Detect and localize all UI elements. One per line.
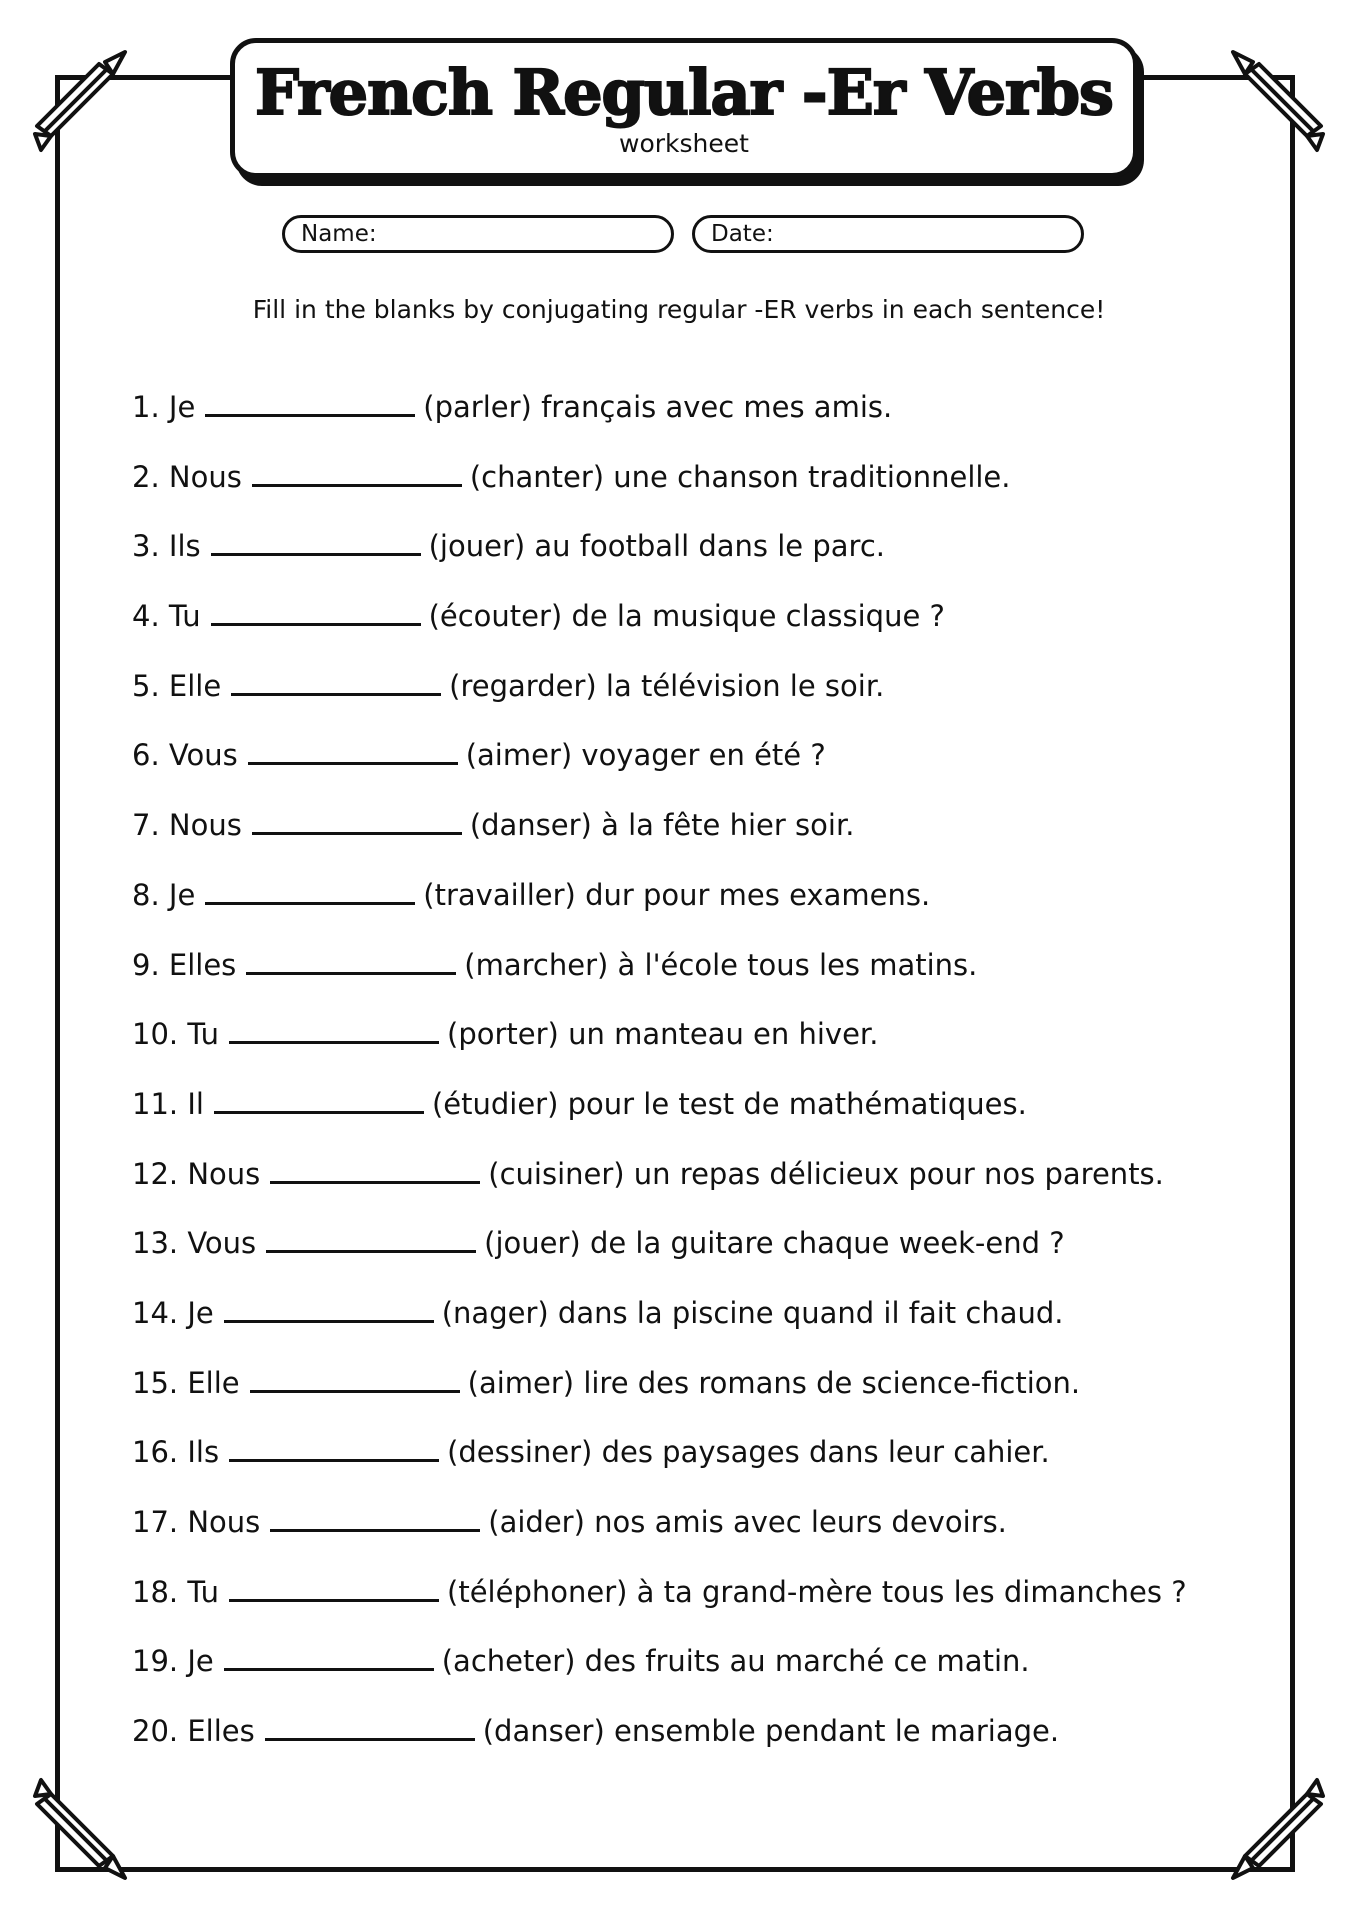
corner-ornament-top-left-icon xyxy=(15,30,155,170)
answer-blank[interactable] xyxy=(252,458,462,487)
question-item xyxy=(132,587,1252,657)
question-list xyxy=(132,378,1252,1772)
question-text: (dessiner) des paysages dans leur cahier. xyxy=(447,1435,1050,1470)
question-lead: 19. Je xyxy=(132,1644,214,1679)
question-lead: 20. Elles xyxy=(132,1714,255,1749)
question-item xyxy=(132,657,1252,727)
question-text: (chanter) une chanson traditionnelle. xyxy=(469,459,1011,494)
answer-blank[interactable] xyxy=(270,1503,480,1532)
question-lead: 5. Elle xyxy=(132,668,222,703)
answer-blank[interactable] xyxy=(229,1573,439,1602)
question-text: (écouter) de la musique classique ? xyxy=(428,599,945,634)
question-item xyxy=(132,1632,1252,1702)
question-item xyxy=(132,866,1252,936)
question-item xyxy=(132,1354,1252,1424)
question-text: (nager) dans la piscine quand il fait chaud. xyxy=(441,1295,1064,1330)
question-lead: 2. Nous xyxy=(132,459,242,494)
question-lead: 4. Tu xyxy=(132,599,201,634)
corner-ornament-bottom-right-icon xyxy=(1203,1760,1343,1900)
page-subtitle: worksheet xyxy=(619,129,749,158)
question-lead: 13. Vous xyxy=(132,1226,257,1261)
answer-blank[interactable] xyxy=(229,1433,439,1462)
question-text: (aimer) lire des romans de science-fiction. xyxy=(467,1365,1081,1400)
instructions: Fill in the blanks by conjugating regular -ER verbs in each sentence! xyxy=(252,295,1106,324)
question-item xyxy=(132,378,1252,448)
answer-blank[interactable] xyxy=(229,1015,439,1044)
question-text: (marcher) à l'école tous les matins. xyxy=(464,947,978,982)
question-item xyxy=(132,1145,1252,1215)
date-field[interactable] xyxy=(692,215,1084,253)
question-item xyxy=(132,1005,1252,1075)
question-lead: 9. Elles xyxy=(132,947,237,982)
question-lead: 11. Il xyxy=(132,1086,204,1121)
answer-blank[interactable] xyxy=(224,1294,434,1323)
question-item xyxy=(132,936,1252,1006)
question-text: (danser) ensemble pendant le mariage. xyxy=(482,1714,1060,1749)
question-lead: 18. Tu xyxy=(132,1574,220,1609)
name-label: Name: xyxy=(301,221,377,247)
answer-blank[interactable] xyxy=(246,946,456,975)
question-item xyxy=(132,1284,1252,1354)
question-item xyxy=(132,517,1252,587)
question-lead: 1. Je xyxy=(132,390,196,424)
answer-blank[interactable] xyxy=(205,388,415,417)
question-lead: 10. Tu xyxy=(132,1017,220,1052)
question-lead: 6. Vous xyxy=(132,738,238,773)
question-text: (parler) français avec mes amis. xyxy=(423,390,893,424)
question-text: (étudier) pour le test de mathématiques. xyxy=(431,1086,1027,1121)
question-text: (cuisiner) un repas délicieux pour nos parents. xyxy=(488,1156,1164,1191)
answer-blank[interactable] xyxy=(231,667,441,696)
question-text: (regarder) la télévision le soir. xyxy=(449,668,885,703)
question-lead: 16. Ils xyxy=(132,1435,220,1470)
question-item xyxy=(132,796,1252,866)
corner-ornament-bottom-left-icon xyxy=(15,1760,155,1900)
question-text: (porter) un manteau en hiver. xyxy=(447,1017,879,1052)
question-item xyxy=(132,1075,1252,1145)
answer-blank[interactable] xyxy=(266,1224,476,1253)
answer-blank[interactable] xyxy=(248,736,458,765)
question-text: (danser) à la fête hier soir. xyxy=(469,808,855,843)
name-field[interactable] xyxy=(282,215,674,253)
answer-blank[interactable] xyxy=(265,1712,475,1741)
question-lead: 14. Je xyxy=(132,1295,214,1330)
question-lead: 15. Elle xyxy=(132,1365,240,1400)
question-text: (jouer) au football dans le parc. xyxy=(428,529,885,564)
question-text: (travailler) dur pour mes examens. xyxy=(423,877,931,912)
answer-blank[interactable] xyxy=(211,597,421,626)
question-text: (téléphoner) à ta grand-mère tous les dimanches ? xyxy=(447,1574,1187,1609)
page-title: French Regular -Er Verbs xyxy=(255,56,1113,129)
question-text: (acheter) des fruits au marché ce matin. xyxy=(441,1644,1030,1679)
question-item xyxy=(132,1493,1252,1563)
title-banner xyxy=(230,38,1138,178)
question-lead: 7. Nous xyxy=(132,808,242,843)
question-item xyxy=(132,448,1252,518)
answer-blank[interactable] xyxy=(270,1155,480,1184)
question-text: (aider) nos amis avec leurs devoirs. xyxy=(488,1505,1007,1539)
question-text: (jouer) de la guitare chaque week-end ? xyxy=(484,1226,1065,1261)
answer-blank[interactable] xyxy=(250,1364,460,1393)
question-lead: 8. Je xyxy=(132,877,196,912)
answer-blank[interactable] xyxy=(252,806,462,835)
question-text: (aimer) voyager en été ? xyxy=(465,738,826,773)
corner-ornament-top-right-icon xyxy=(1203,30,1343,170)
question-item xyxy=(132,1563,1252,1633)
answer-blank[interactable] xyxy=(214,1085,424,1114)
answer-blank[interactable] xyxy=(205,876,415,905)
answer-blank[interactable] xyxy=(211,527,421,556)
question-lead: 12. Nous xyxy=(132,1156,261,1191)
question-item xyxy=(132,1423,1252,1493)
question-item xyxy=(132,726,1252,796)
date-label: Date: xyxy=(711,221,774,247)
answer-blank[interactable] xyxy=(224,1642,434,1671)
question-lead: 17. Nous xyxy=(132,1505,261,1539)
question-item xyxy=(132,1214,1252,1284)
question-item xyxy=(132,1702,1252,1772)
question-lead: 3. Ils xyxy=(132,529,201,564)
